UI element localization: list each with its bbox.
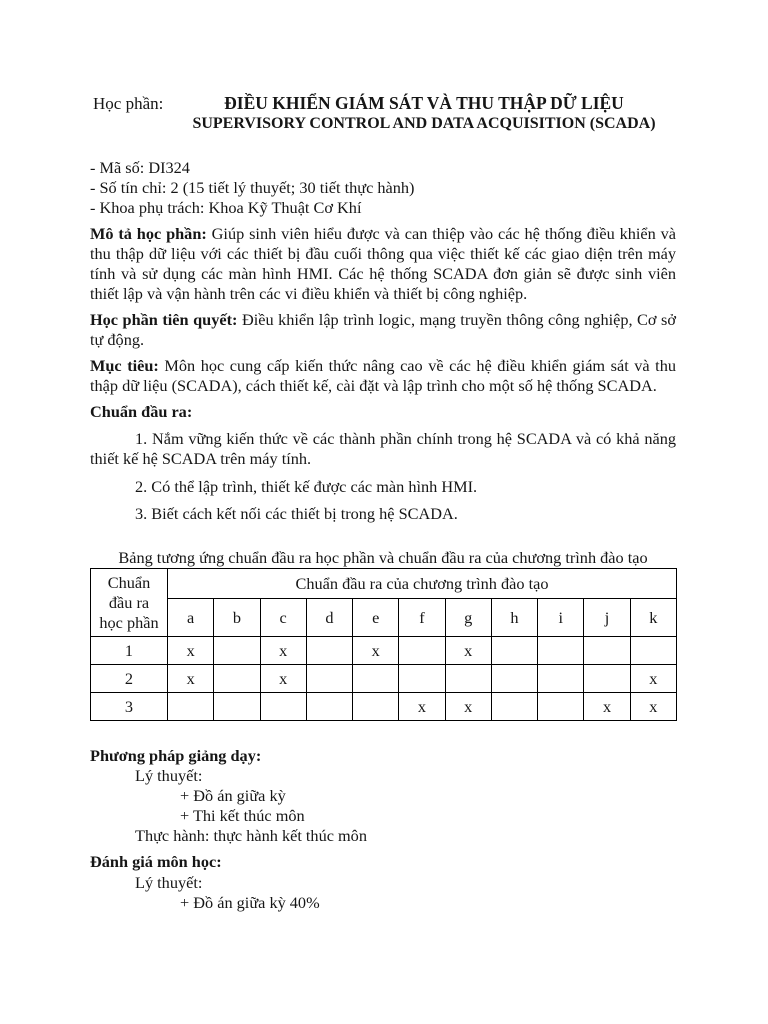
- column-letter-cell-b: b: [214, 599, 260, 637]
- mapping-cell-e: [353, 693, 399, 721]
- mapping-cell-i: [538, 693, 584, 721]
- program-outcome-header-cell: Chuẩn đầu ra của chương trình đào tạo: [168, 569, 677, 599]
- column-letter-cell-j: j: [584, 599, 630, 637]
- column-letter-cell-h: h: [491, 599, 537, 637]
- column-letter-cell-d: d: [306, 599, 352, 637]
- mapping-cell-d: [306, 665, 352, 693]
- text-line: [90, 356, 676, 376]
- table-column-letter-row: [91, 599, 677, 637]
- mapping-cell-g: x: [445, 637, 491, 665]
- table-row: [91, 665, 677, 693]
- text-line: tính và sử dụng các màn hình HMI. Các hệ thống SCADA đơn giản sẽ được sinh viên: [90, 264, 676, 283]
- mapping-cell-c: [260, 693, 306, 721]
- course-department: - Khoa phụ trách: Khoa Kỹ Thuật Cơ Khí: [90, 198, 362, 217]
- outcome-item-3: [90, 504, 676, 524]
- teaching-theory-item: + Thi kết thúc môn: [180, 806, 305, 825]
- mapping-cell-c: x: [260, 665, 306, 693]
- section-label: Mô tả học phần:: [90, 224, 207, 243]
- text-line: [90, 224, 676, 244]
- column-letter-cell-a: a: [168, 599, 214, 637]
- mapping-cell-k: x: [630, 693, 676, 721]
- column-letter-cell-e: e: [353, 599, 399, 637]
- course-code: - Mã số: DI324: [90, 158, 190, 177]
- text-line-content: Giúp sinh viên hiểu được và can thiệp vào các hệ thống điều khiển và: [211, 224, 676, 243]
- column-letter-cell-f: f: [399, 599, 445, 637]
- mapping-cell-d: [306, 637, 352, 665]
- mapping-cell-e: x: [353, 637, 399, 665]
- column-letter-cell-g: g: [445, 599, 491, 637]
- text-line: thiết lập và vận hành trên các vi điều khiển và thiết bị công nghiệp.: [90, 284, 528, 303]
- column-letter-cell-c: c: [260, 599, 306, 637]
- mapping-cell-i: [538, 665, 584, 693]
- text-line: thiết kế hệ SCADA trên máy tính.: [90, 449, 312, 468]
- mapping-cell-d: [306, 693, 352, 721]
- course-title-vi: ĐIỀU KHIỂN GIÁM SÁT VÀ THU THẬP DỮ LIỆU: [224, 93, 624, 113]
- mapping-cell-b: [214, 665, 260, 693]
- mapping-cell-f: [399, 637, 445, 665]
- text-line: thập dữ liệu (SCADA), cách thiết kế, cài đặt và lập trình cho một số hệ thống SCADA.: [90, 376, 657, 395]
- outcome-mapping-table: [90, 568, 677, 721]
- mapping-cell-i: [538, 637, 584, 665]
- outcomes-heading: Chuẩn đầu ra:: [90, 402, 193, 421]
- table-body: [91, 637, 677, 721]
- course-prerequisite: [90, 310, 676, 350]
- assessment-heading: Đánh giá môn học:: [90, 852, 222, 871]
- mapping-cell-b: [214, 637, 260, 665]
- teaching-theory-label: Lý thuyết:: [135, 766, 203, 785]
- mapping-cell-a: x: [168, 637, 214, 665]
- table-row: [91, 693, 677, 721]
- mapping-cell-a: x: [168, 665, 214, 693]
- mapping-cell-f: [399, 665, 445, 693]
- course-outcome-header-cell: [91, 569, 168, 637]
- mapping-cell-k: x: [630, 665, 676, 693]
- mapping-cell-c: x: [260, 637, 306, 665]
- section-label: Học phần tiên quyết:: [90, 310, 238, 329]
- column-letter-cell-i: i: [538, 599, 584, 637]
- section-label: Mục tiêu:: [90, 356, 159, 375]
- assessment-theory-item: + Đồ án giữa kỳ 40%: [180, 893, 320, 912]
- text-line: [90, 310, 676, 330]
- mapping-cell-f: x: [399, 693, 445, 721]
- table-row: [91, 637, 677, 665]
- course-description: [90, 224, 676, 304]
- teaching-theory-item: + Đồ án giữa kỳ: [180, 786, 286, 805]
- text-line: 1. Nắm vững kiến thức về các thành phần chính trong hệ SCADA và có khả năng: [135, 429, 676, 448]
- mapping-cell-h: [491, 637, 537, 665]
- outcome-item-2: [90, 477, 676, 497]
- text-line: 2. Có thể lập trình, thiết kế được các màn hình HMI.: [135, 477, 478, 496]
- table-caption: Bảng tương ứng chuẩn đầu ra học phần và chuẩn đầu ra của chương trình đào tạo: [118, 548, 648, 567]
- row-label-cell: 1: [91, 637, 168, 665]
- text-line-content: Môn học cung cấp kiến thức nâng cao về các hệ điều khiển giám sát và thu: [164, 356, 676, 375]
- text-line: tự động.: [90, 330, 145, 349]
- table-header-row: [91, 569, 677, 599]
- mapping-cell-g: [445, 665, 491, 693]
- mapping-cell-a: [168, 693, 214, 721]
- mapping-cell-b: [214, 693, 260, 721]
- text-line: thu thập dữ liệu với các thiết bị đầu cuối thông qua việc thiết kế các giao diện trên máy: [90, 244, 676, 263]
- mapping-cell-g: x: [445, 693, 491, 721]
- header-text-line: đầu ra: [108, 592, 150, 612]
- teaching-methods-heading: Phương pháp giảng dạy:: [90, 746, 262, 765]
- teaching-practice: Thực hành: thực hành kết thúc môn: [135, 826, 367, 845]
- course-objective: [90, 356, 676, 396]
- mapping-cell-e: [353, 665, 399, 693]
- assessment-theory-label: Lý thuyết:: [135, 873, 203, 892]
- course-credits: - Số tín chỉ: 2 (15 tiết lý thuyết; 30 tiết thực hành): [90, 178, 415, 197]
- course-label: Học phần:: [93, 94, 164, 113]
- text-line: 3. Biết cách kết nối các thiết bị trong hệ SCADA.: [135, 504, 458, 523]
- column-letter-cell-k: k: [630, 599, 676, 637]
- mapping-cell-j: x: [584, 693, 630, 721]
- row-label-cell: 2: [91, 665, 168, 693]
- header-text-line: Chuẩn: [107, 572, 151, 592]
- mapping-cell-j: [584, 665, 630, 693]
- outcome-item-1: [90, 429, 676, 469]
- header-text-line: học phần: [99, 612, 159, 632]
- mapping-cell-k: [630, 637, 676, 665]
- mapping-cell-j: [584, 637, 630, 665]
- row-label-cell: 3: [91, 693, 168, 721]
- table-head: [91, 569, 677, 637]
- mapping-cell-h: [491, 665, 537, 693]
- text-line-content: Điều khiển lập trình logic, mạng truyền thông công nghiệp, Cơ sở: [241, 310, 676, 329]
- mapping-cell-h: [491, 693, 537, 721]
- course-title-en: SUPERVISORY CONTROL AND DATA ACQUISITION (SCADA): [192, 115, 656, 132]
